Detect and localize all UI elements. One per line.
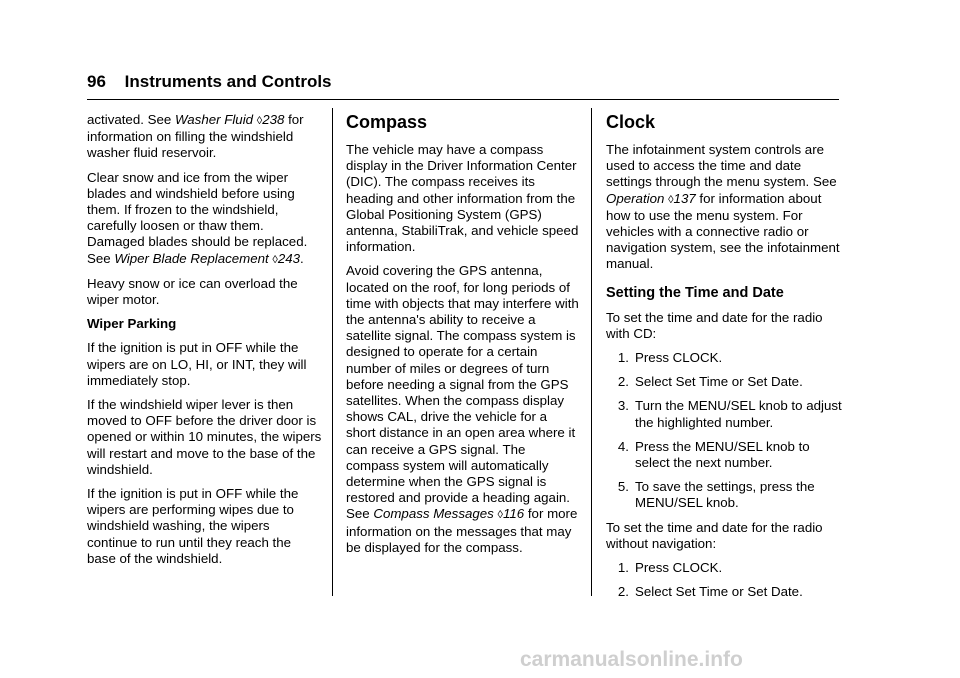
paragraph: Avoid covering the GPS antenna, located on the roof, for long periods of time with objects that may interfere with the antenna's ability to receive a satellite signal. The compass system is designed to operate for a certain number of miles or degrees of turn before needing a signal from the GPS satellites. When the compass display shows CAL, drive the vehicle for a short distance in an open area where it can receive a GPS signal. The compass system will automatically determine when the GPS signal is restored and provide a heading again. See Compass Messages ◊116 for more information on the messages that may be displayed for the compass. <box>346 263 579 555</box>
numbered-list <box>606 560 844 600</box>
paragraph: Clear snow and ice from the wiper blades and windshield before using them. If frozen to the windshield, carefully loosen or thaw them. Damaged blades should be replaced. See Wiper Blade Replacement ◊243. <box>87 169 308 266</box>
column-divider <box>332 108 333 596</box>
paragraph: If the ignition is put in OFF while the wipers are performing wipes due to windshield washing, the wipers continue to run until they reach the base of the windshield. <box>87 486 299 566</box>
cross-reference-link[interactable]: Washer Fluid ◊238 <box>174 112 285 127</box>
page-ref-icon: ◊ <box>256 115 263 127</box>
list-item: 2. Select Set Time or Set Date. <box>617 374 803 390</box>
column-3 <box>606 112 844 608</box>
list-item: 3. Turn the MENU/SEL knob to adjust the highlighted number. <box>617 398 842 430</box>
page-header <box>87 72 332 92</box>
paragraph: To set the time and date for the radio with CD: <box>606 309 823 341</box>
paragraph: If the ignition is put in OFF while the wipers are on LO, HI, or INT, they will immediately stop. <box>87 340 307 388</box>
list-item: 1. Press CLOCK. <box>617 350 723 366</box>
paragraph: activated. See Washer Fluid ◊238 for information on filling the windshield washer fluid reservoir. <box>87 112 304 161</box>
page-ref-icon: ◊ <box>272 253 278 266</box>
paragraph: The vehicle may have a compass display in the Driver Information Center (DIC). The compass receives its heading and other information from the Global Positioning System (GPS) antenna, StabiliTrak, and vehicle speed information. <box>346 142 579 255</box>
page-number: 96 <box>87 72 106 91</box>
section-heading: Compass <box>346 112 428 132</box>
section-heading: Clock <box>606 112 656 132</box>
list-item: 5. To save the settings, press the MENU/SEL knob. <box>617 479 815 511</box>
subheading: Wiper Parking <box>87 316 177 332</box>
paragraph: If the windshield wiper lever is then moved to OFF before the driver door is opened or within 10 minutes, the wipers will restart and move to the base of the windshield. <box>87 397 322 477</box>
list-item: 2. Select Set Time or Set Date. <box>617 584 803 600</box>
cross-reference-link[interactable]: Operation ◊137 <box>606 190 696 206</box>
column-divider <box>591 108 592 596</box>
page-ref-icon: ◊ <box>668 193 674 206</box>
paragraph: The infotainment system controls are used to access the time and date settings through the menu system. See Operation ◊137 for information about how to use the menu system. For vehicles with a connective radio or navigation system, see the infotainment manual. <box>606 142 840 272</box>
paragraph: Heavy snow or ice can overload the wiper motor. <box>87 275 298 308</box>
list-item: 1. Press CLOCK. <box>617 560 723 576</box>
header-rule <box>87 99 839 100</box>
subsection-heading: Setting the Time and Date <box>606 284 784 301</box>
paragraph: To set the time and date for the radio without navigation: <box>606 519 823 551</box>
section-title: Instruments and Controls <box>124 72 332 91</box>
cross-reference-link[interactable]: Compass Messages ◊116 <box>373 506 525 522</box>
numbered-list <box>606 350 844 512</box>
column-2 <box>346 112 580 564</box>
column-1 <box>87 112 323 575</box>
list-item: 4. Press the MENU/SEL knob to select the next number. <box>617 438 810 471</box>
page-ref-icon: ◊ <box>497 509 503 522</box>
cross-reference-link[interactable]: Wiper Blade Replacement ◊243 <box>114 250 301 266</box>
watermark: carmanualsonline.info <box>520 648 743 671</box>
